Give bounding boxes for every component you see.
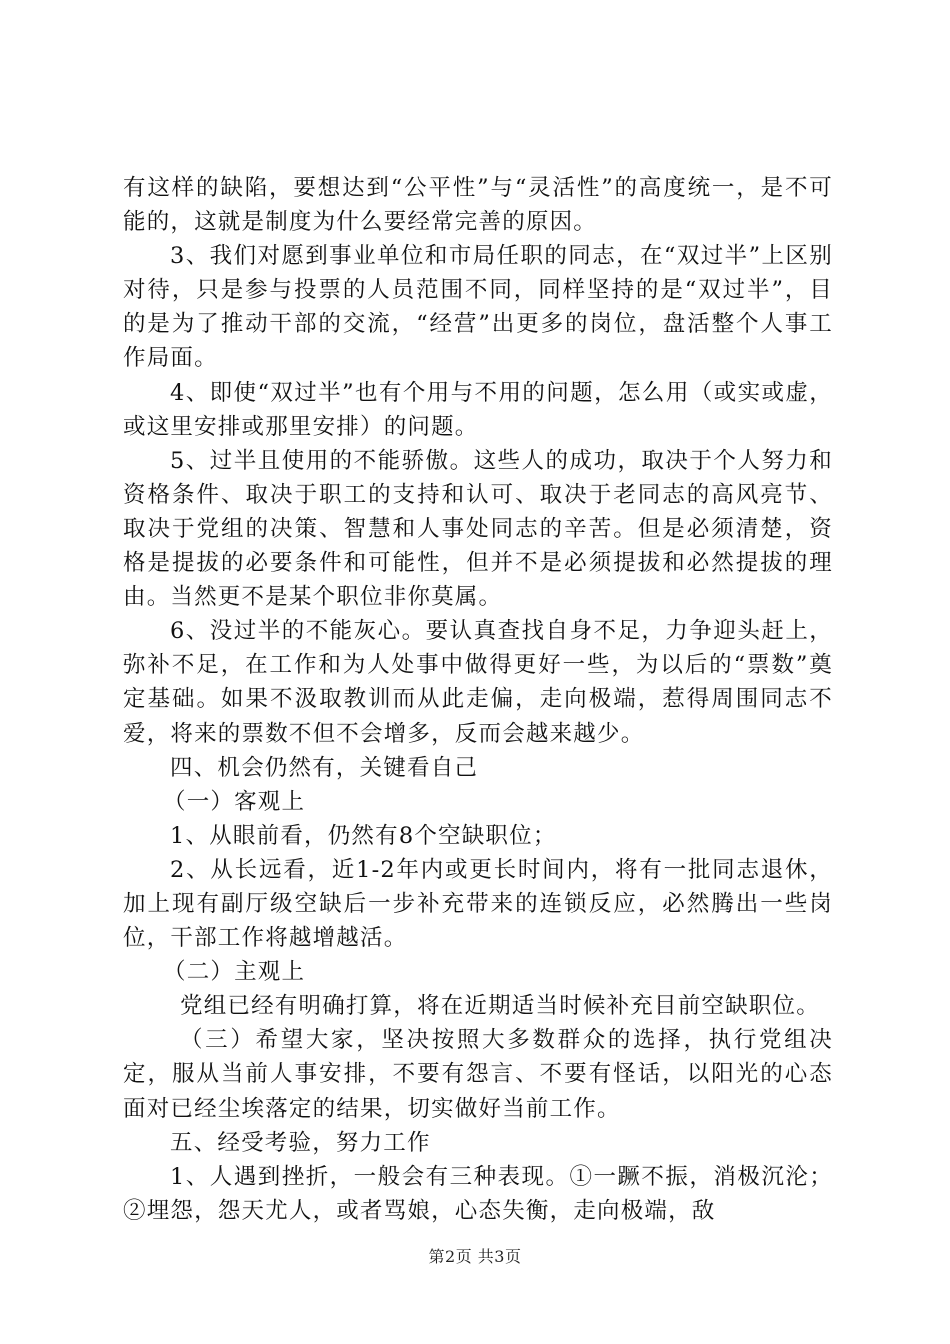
paragraph-item-3: 3、我们对愿到事业单位和市局任职的同志，在“双过半”上区别对待，只是参与投票的人员范围不同，同样坚持的是“双过半”，目的是为了推动干部的交流，“经营”出更多的岗位，盘活整个人事工作局面。 [123,243,833,372]
paragraph-hope: （三）希望大家，坚决按照大多数群众的选择，执行党组决定，服从当前人事安排，不要有怨言、不要有怪话，以阳光的心态面对已经尘埃落定的结果，切实做好当前工作。 [123,1027,833,1122]
section-heading-4: 四、机会仍然有，关键看自己 [170,754,479,781]
subheading-objective: （一）客观上 [163,788,306,815]
subheading-subjective: （二）主观上 [163,959,306,986]
paragraph-objective-2: 2、从长远看，近1-2年内或更长时间内，将有一批同志退休，加上现有副厅级空缺后一步补充带来的连锁反应，必然腾出一些岗位，干部工作将越增越活。 [123,856,833,952]
paragraph-item-5: 5、过半且使用的不能骄傲。这些人的成功，取决于个人努力和资格条件、取决于职工的支持和认可、取决于老同志的高风亮节、取决于党组的决策、智慧和人事处同志的辛苦。但是必须清楚，资格是提拔的必要条件和可能性，但并不是必须提拔和必然提拔的理由。当然更不是某个职位非你莫属。 [123,447,833,611]
paragraph-objective-1: 1、从眼前看，仍然有8个空缺职位； [170,822,557,849]
page-footer: 第2页 共3页 [428,1247,522,1266]
paragraph-item-6: 6、没过半的不能灰心。要认真查找自身不足，力争迎头赶上，弥补不足，在工作和为人处事中做得更好一些，为以后的“票数”奠定基础。如果不汲取教训而从此走偏，走向极端，惹得周围同志不爱，将来的票数不但不会增多，反而会越来越少。 [123,618,833,747]
section-heading-5: 五、经受考验，努力工作 [170,1129,431,1156]
paragraph-setback-1: 1、人遇到挫折，一般会有三种表现。①一蹶不振，消极沉沦；②埋怨，怨天尤人，或者骂娘，心态失衡，走向极端，敌 [123,1163,833,1224]
paragraph-item-4: 4、即使“双过半”也有个用与不用的问题，怎么用（或实或虚，或这里安排或那里安排）的问题。 [123,379,833,440]
document-body [123,171,833,1228]
paragraph-continuation: 有这样的缺陷，要想达到“公平性”与“灵活性”的高度统一，是不可能的，这就是制度为什么要经常完善的原因。 [123,175,833,236]
paragraph-subjective: 党组已经有明确打算，将在近期适当时候补充目前空缺职位。 [180,993,820,1020]
